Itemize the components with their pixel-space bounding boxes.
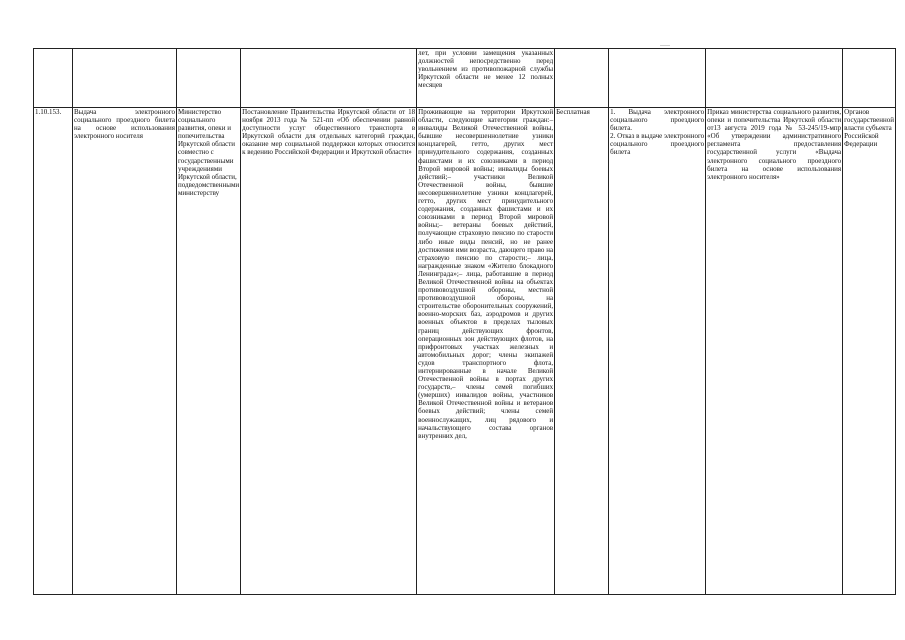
cell-empty bbox=[555, 49, 609, 108]
legal-basis-text: Постановление Правительства Иркутской области от 18 ноября 2013 года № 521-пп «Об обеспечении равной доступности услуг общественного транспорта в Иркутской области для отдельных категорий граждан, оказание мер социальной поддержки которых относится к ведению Российской Федерации и Иркутской области» bbox=[242, 108, 416, 157]
cell-number bbox=[34, 108, 73, 595]
cell-empty bbox=[177, 49, 241, 108]
recipients-continuation-text: лет, при условии замещения указанных должностей непосредственно перед увольнением из противопожарной службы Иркутской области не менее 12 полных месяцев bbox=[418, 49, 554, 90]
table-row-service bbox=[34, 108, 896, 595]
cell-empty bbox=[241, 49, 417, 108]
authority-text: Министерство социального развития, опеки и попечительства Иркутской области совместно с государственными учреждениями Иркутской области, подведомственными министерству bbox=[178, 108, 240, 197]
row-number: 1.10.153. bbox=[35, 108, 62, 116]
recipients-text: Проживающие на территории Иркутской области, следующие категории граждан:– инвалиды Великой Отечественной войны, бывшие несовершеннолетние узники концлагерей, гетто, других мест принудительного содержания, созданных фашистами и их союзниками в период Второй мировой войны; инвалиды боевых действий;– участники Великой Отечественной войны, бывшие несовершеннолетние узники концлагерей, гетто, других мест принудительного содержания, созданных фашистами и их союзниками в период Второй мировой войны;– ветераны боевых действий, получающие страховую пенсию по старости либо иные виды пенсий, но не ранее достижения ими возраста, дающего право на страховую пенсию по старости;– лица, награжденные знаком «Жителю блокадного Ленинграда»;– лица, работавшие в период Великой Отечественной войны на объектах противовоздушной обороны, местной противовоздушной обороны, на строительстве оборонительных сооружений, военно-морских баз, аэродромов и других военных объектов в пределах тыловых границ действующих фронтов, операционных зон действующих флотов, на прифронтовых участках железных и автомобильных дорог; члены экипажей судов транспортного флота, интернированные в начале Великой Отечественной войны в портах других государств,– члены семей погибших (умерших) инвалидов войны, участников Великой Отечественной войны и ветеранов боевых действий; члены семей военнослужащих, лиц рядового и начальствующего состава органов внутренних дел, bbox=[418, 108, 554, 440]
cell-legal-basis bbox=[241, 108, 417, 595]
cell-level bbox=[843, 108, 896, 595]
cell-recipients bbox=[417, 108, 555, 595]
cell-empty bbox=[34, 49, 73, 108]
cell-result bbox=[609, 108, 706, 595]
result-item-2: 2. Отказ в выдаче электронного социального проездного билета bbox=[610, 132, 705, 157]
fee-text: Бесплатная bbox=[556, 108, 590, 116]
cell-authority bbox=[177, 108, 241, 595]
cell-fee bbox=[555, 108, 609, 595]
cell-empty bbox=[609, 49, 706, 108]
cell-recipients-continuation bbox=[417, 49, 555, 108]
result-item-1: 1. Выдача электронного социального проездного билета. bbox=[610, 108, 705, 133]
level-text: Органов государственной власти субъекта Российской Федерации bbox=[844, 108, 895, 149]
cell-empty bbox=[843, 49, 896, 108]
services-register-table bbox=[33, 48, 896, 595]
cell-empty bbox=[73, 49, 177, 108]
table-row-continuation bbox=[34, 49, 896, 108]
scan-mark bbox=[660, 45, 670, 46]
cell-empty bbox=[706, 49, 843, 108]
cell-service-name bbox=[73, 108, 177, 595]
cell-regulation bbox=[706, 108, 843, 595]
regulation-text: Приказ министерства социального развития, опеки и попечительства Иркутской области от13 августа 2019 года № 53-245/19-мпр «Об утверждении административного регламента предоставления государственной услуги «Выдача электронного социального проездного билета на основе использования электронного носителя» bbox=[707, 108, 842, 181]
service-name-text: Выдача электронного социального проездного билета на основе использования электронного носителя bbox=[74, 108, 175, 141]
